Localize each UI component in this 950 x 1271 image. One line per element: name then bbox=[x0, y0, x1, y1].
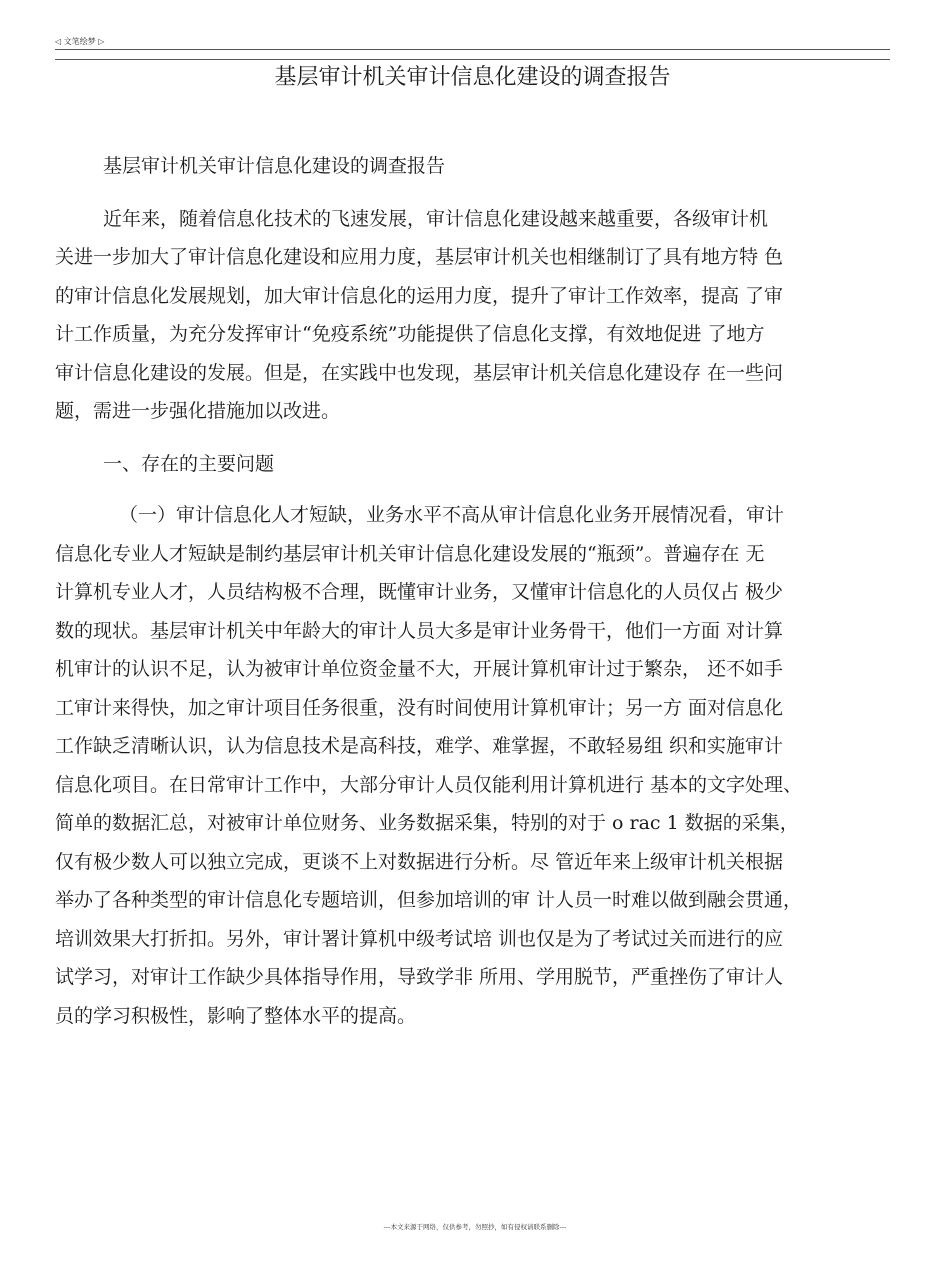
text-line: 仅有极少数人可以独立完成，更谈不上对数据进行分析。尽 管近年来上级审计机关根据 bbox=[55, 850, 784, 873]
text-line: 计算机专业人才，人员结构极不合理，既懂审计业务，又懂审计信息化的人员仅占 极少 bbox=[55, 581, 784, 603]
text-line: 信息化专业人才短缺是制约基层审计机关审计信息化建设发展的“瓶颈”。普遍存在 无 bbox=[55, 542, 765, 565]
text-line: 简单的数据汇总，对被审计单位财务、业务数据采集，特别的对于 o rac 1 数据的采集， bbox=[55, 812, 799, 834]
section-heading-text: 一、存在的主要问题 bbox=[103, 452, 275, 475]
text-line: 的审计信息化发展规划，加大审计信息化的运用力度，提升了审计工作效率，提高 了审 bbox=[55, 284, 784, 307]
page-footer: ---本文来源于网络，仅供参考，勿照抄，如有侵权请联系删除--- bbox=[383, 1223, 567, 1231]
subtitle-line: 基层审计机关审计信息化建设的调查报告 bbox=[103, 155, 446, 177]
text-line: 员的学习积极性，影响了整体水平的提高。 bbox=[55, 1004, 417, 1027]
section-heading bbox=[55, 445, 890, 484]
problem-paragraph bbox=[55, 496, 890, 1035]
text-line: 机审计的认识不足，认为被审计单位资金量不大，开展计算机审计过于繁杂， 还不如手 bbox=[55, 658, 784, 680]
text-line: 举办了各种类型的审计信息化专题培训，但参加培训的审 计人员一时难以做到融会贯通， bbox=[55, 889, 803, 911]
document-subtitle bbox=[55, 147, 890, 186]
text-line: 工作缺乏清晰认识，认为信息技术是高科技，难学、难掌握，不敢轻易组 织和实施审计 bbox=[55, 735, 784, 757]
header-rule-top bbox=[55, 49, 890, 50]
text-line: 计工作质量，为充分发挥审计“免疫系统”功能提供了信息化支撑，有效地促进 了地方 bbox=[55, 323, 765, 345]
text-line: （一）审计信息化人才短缺，业务水平不高从审计信息化业务开展情况看，审计 bbox=[119, 504, 785, 526]
text-line: 培训效果大打折扣。另外，审计署计算机中级考试培 训也仅是为了考试过关而进行的应 bbox=[55, 927, 784, 950]
text-line: 工审计来得快，加之审计项目任务很重，没有时间使用计算机审计；另一方 面对信息化 bbox=[55, 696, 784, 719]
header-rule-bottom bbox=[55, 59, 890, 60]
text-line: 关进一步加大了审计信息化建设和应用力度，基层审计机关也相继制订了具有地方特 色 bbox=[55, 246, 784, 268]
document-title: 基层审计机关审计信息化建设的调查报告 bbox=[274, 65, 671, 90]
text-line: 审计信息化建设的发展。但是，在实践中也发现，基层审计机关信息化建设存 在一些问 bbox=[55, 361, 784, 384]
text-line: 题，需进一步强化措施加以改进。 bbox=[55, 400, 341, 422]
text-line: 试学习，对审计工作缺少具体指导作用，导致学非 所用、学用脱节，严重挫伤了审计人 bbox=[55, 966, 784, 988]
text-line: 信息化项目。在日常审计工作中，大部分审计人员仅能利用计算机进行 基本的文字处理、 bbox=[55, 773, 803, 796]
text-line: 近年来，随着信息化技术的飞速发展，审计信息化建设越来越重要，各级审计机 bbox=[103, 207, 769, 230]
intro-paragraph bbox=[55, 200, 890, 431]
header-mark: ◁ 文笔绘梦 ▷ bbox=[55, 37, 105, 46]
page-header bbox=[55, 34, 890, 54]
text-line: 数的现状。基层审计机关中年龄大的审计人员大多是审计业务骨干，他们一方面 对计算 bbox=[55, 619, 784, 642]
document-body bbox=[55, 147, 890, 1035]
